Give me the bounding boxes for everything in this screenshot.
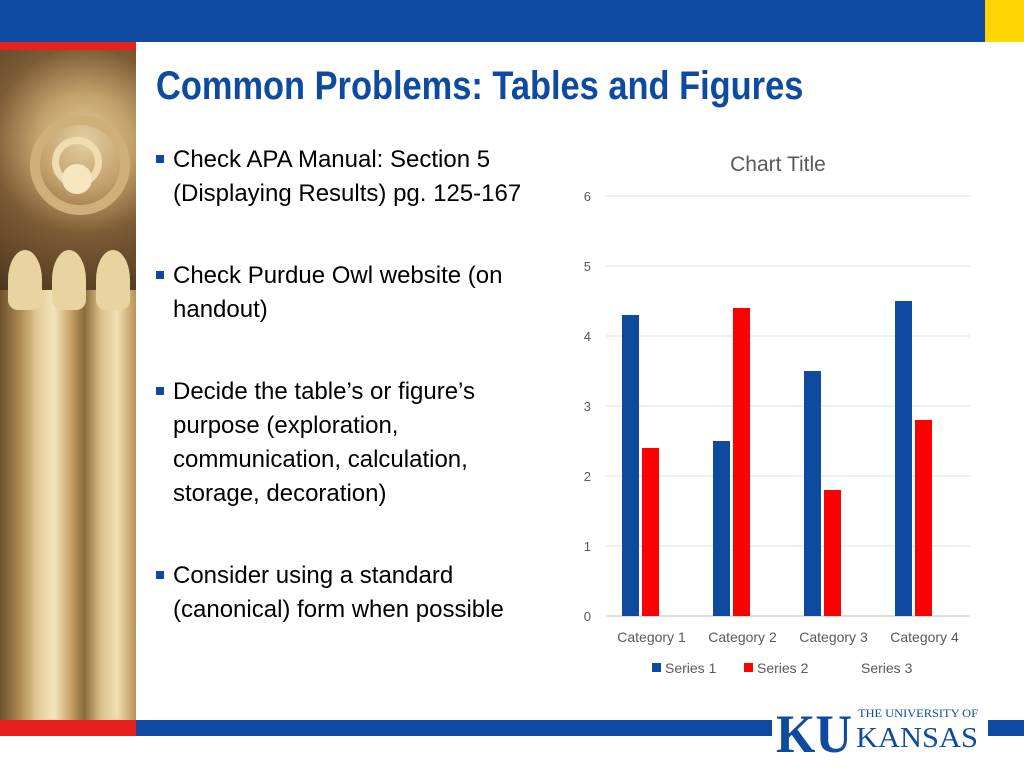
top-accent-bar — [985, 0, 1024, 42]
bar-series-1 — [622, 315, 639, 616]
ku-logo-svg — [772, 700, 988, 760]
bullet-item — [156, 259, 541, 327]
y-tick-label: 4 — [583, 329, 591, 344]
y-tick-label: 5 — [583, 259, 591, 274]
square-bullet-icon — [156, 571, 164, 579]
bar-series-2 — [642, 448, 659, 616]
bullet-text: Check Purdue Owl website (on handout) — [173, 262, 503, 323]
slide-title: Common Problems: Tables and Figures — [156, 64, 804, 108]
bullet-text: Check APA Manual: Section 5 (Displaying Results) pg. 125-167 — [173, 146, 522, 207]
legend-label: Series 2 — [757, 660, 809, 676]
legend-swatch — [848, 663, 857, 672]
y-tick-label: 6 — [583, 189, 591, 204]
bar-series-2 — [915, 420, 932, 616]
y-tick-label: 2 — [583, 469, 591, 484]
legend-swatch — [652, 663, 661, 672]
y-tick-label: 1 — [583, 539, 591, 554]
column-leaf — [96, 250, 130, 310]
bullet-list — [156, 143, 541, 675]
bullet-text: Decide the table’s or figure’s purpose (exploration, communication, calculation, storage, decoration) — [173, 378, 475, 507]
x-tick-label: Category 3 — [799, 629, 868, 645]
legend-label: Series 1 — [665, 660, 717, 676]
left-red-bar — [0, 42, 136, 50]
ku-logo-initials: KU — [776, 704, 852, 760]
ku-logo — [772, 700, 988, 760]
bar-series-1 — [895, 301, 912, 616]
top-bar — [0, 0, 985, 42]
bullet-text: Consider using a standard (canonical) form when possible — [173, 562, 504, 623]
square-bullet-icon — [156, 155, 164, 163]
bullet-item — [156, 559, 541, 627]
bar-series-1 — [804, 371, 821, 616]
ku-logo-line2: KANSAS — [856, 722, 978, 754]
bar-series-2 — [733, 308, 750, 616]
x-tick-label: Category 4 — [890, 629, 959, 645]
x-tick-label: Category 2 — [708, 629, 777, 645]
bottom-red-bar — [0, 720, 136, 736]
square-bullet-icon — [156, 387, 164, 395]
bullet-item — [156, 375, 541, 511]
bullet-item — [156, 143, 541, 211]
square-bullet-icon — [156, 271, 164, 279]
legend-label: Series 3 — [861, 660, 913, 676]
ku-logo-line1: THE UNIVERSITY OF — [858, 706, 979, 720]
y-tick-label: 3 — [583, 399, 591, 414]
bar-series-2 — [824, 490, 841, 616]
column-leaf — [52, 250, 86, 310]
column-scroll-center — [62, 164, 92, 194]
chart-title: Chart Title — [730, 153, 826, 176]
column-leaf — [8, 250, 42, 310]
x-tick-label: Category 1 — [617, 629, 686, 645]
bar-chart — [570, 140, 990, 700]
bar-series-1 — [713, 441, 730, 616]
legend-swatch — [744, 663, 753, 672]
y-tick-label: 0 — [583, 609, 591, 624]
